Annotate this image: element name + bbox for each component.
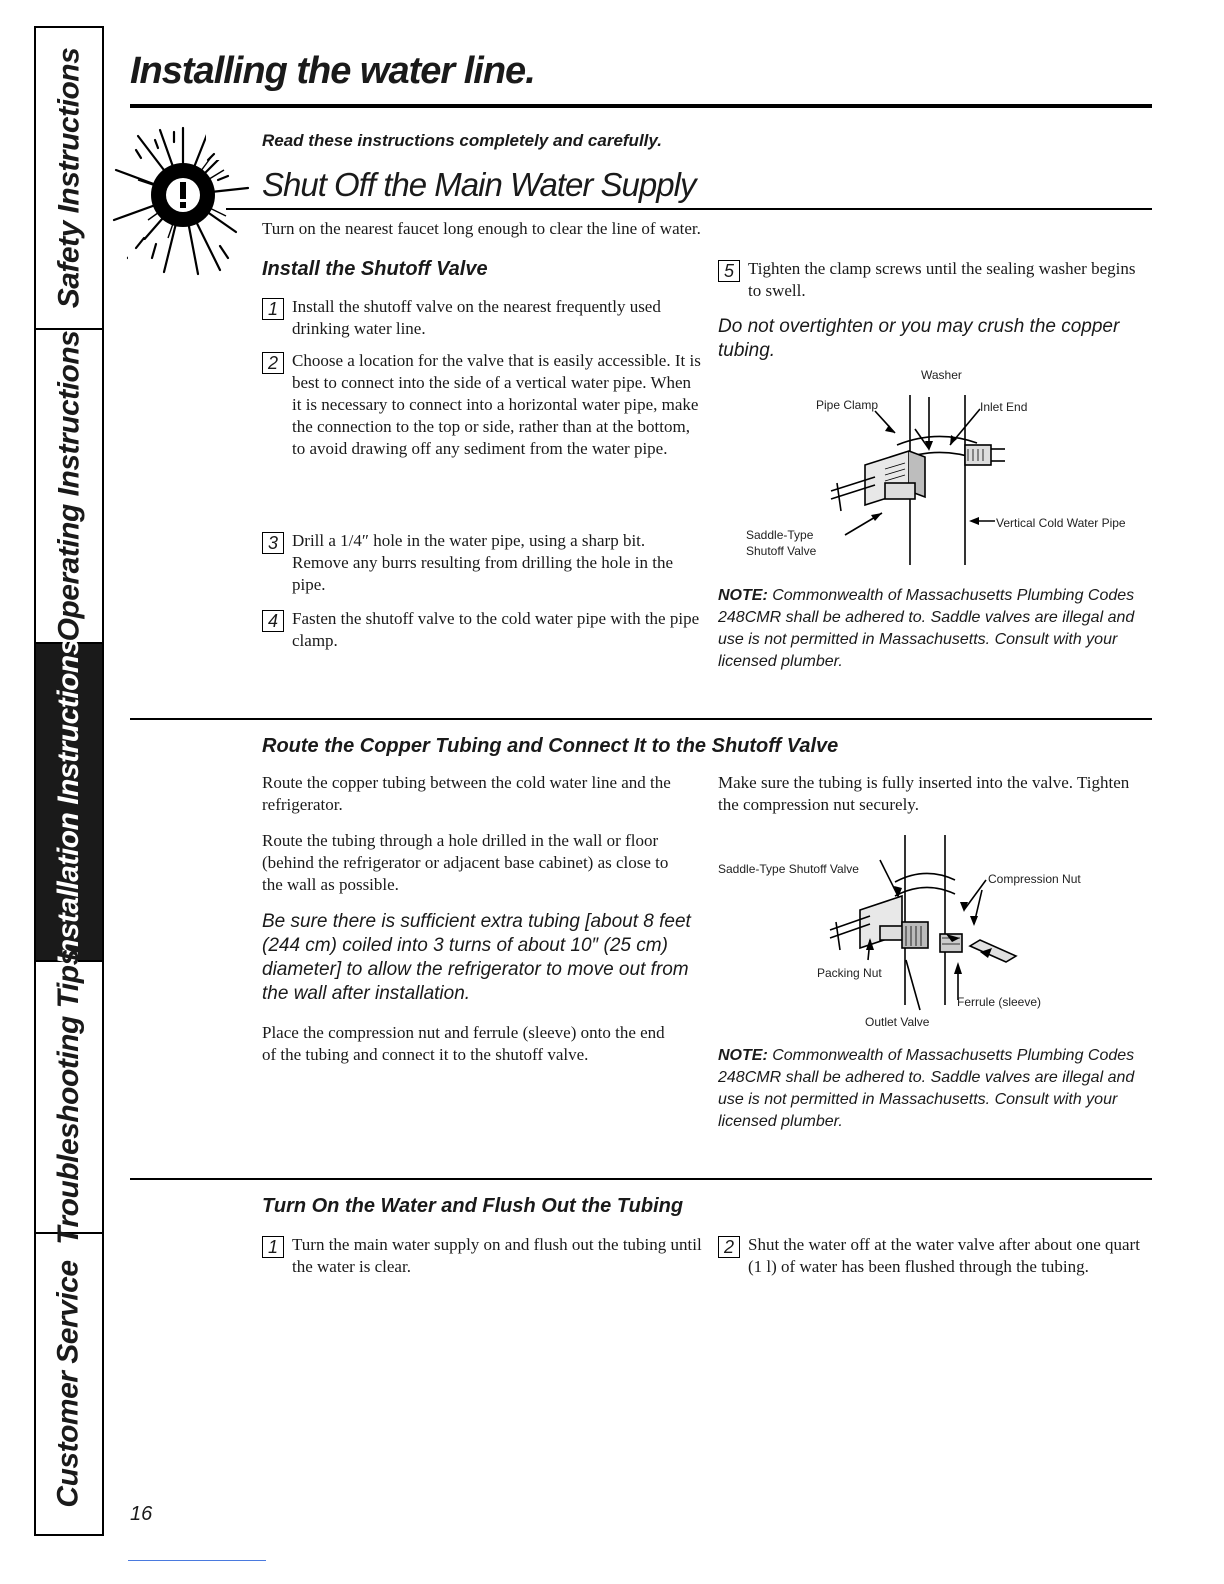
- step-number: 1: [262, 298, 284, 320]
- label-packing-nut: Packing Nut: [817, 966, 882, 980]
- step-text: Shut the water off at the water valve after about one quart (1 l) of water has been flushed through the tubing.: [748, 1235, 1140, 1276]
- step-text: Turn the main water supply on and flush out the tubing until the water is clear.: [292, 1235, 702, 1276]
- tab-installation-instructions[interactable]: [36, 639, 102, 965]
- title-rule: [130, 104, 1152, 108]
- step-text: Choose a location for the valve that is easily accessible. It is best to connect into the side of a vertical water pipe. When it is necessary to connect into a horizontal water pipe, make the connection to the top or side, rather than at the bottom, to avoid drawing off any sediment from the water pipe.: [292, 351, 701, 458]
- label-saddle-type: Saddle-Type: [746, 528, 814, 542]
- step-text: Drill a 1/4″ hole in the water pipe, using a sharp bit. Remove any burrs resulting from drilling the hole in the pipe.: [292, 531, 674, 594]
- page-number: 16: [130, 1503, 153, 1525]
- tab-troubleshooting-tips[interactable]: [36, 949, 102, 1245]
- install-step-3: [262, 530, 702, 596]
- route-paragraph-3: Place the compression nut and ferrule (sleeve) onto the end of the tubing and connect it to the shutoff valve.: [262, 1023, 665, 1064]
- step-number: 2: [718, 1236, 740, 1258]
- shutoff-text: Turn on the nearest faucet long enough to clear the line of water.: [262, 219, 701, 238]
- note-text: Commonwealth of Massachusetts Plumbing Codes 248CMR shall be adhered to. Saddle valves are illegal and use is not permitted in Massachusetts. Consult with your licensed plumber.: [718, 1047, 1135, 1130]
- label-vertical-cold-water-pipe: Vertical Cold Water Pipe: [996, 516, 1126, 530]
- step-number: 1: [262, 1236, 284, 1258]
- route-paragraph-1: Route the copper tubing between the cold water line and the refrigerator.: [262, 773, 671, 814]
- massachusetts-note-1: [718, 585, 1158, 673]
- read-instructions-note: Read these instructions completely and carefully.: [262, 131, 662, 150]
- tab-label: Installation Instructions: [52, 639, 85, 965]
- step-text: Install the shutoff valve on the nearest frequently used drinking water line.: [292, 297, 661, 338]
- shutoff-heading: Shut Off the Main Water Supply: [262, 166, 696, 203]
- flush-heading: Turn On the Water and Flush Out the Tubing: [262, 1195, 684, 1217]
- label-shutoff-valve: Shutoff Valve: [746, 544, 817, 558]
- install-step-2: [262, 350, 702, 460]
- label-saddle-type-shutoff-valve: Saddle-Type Shutoff Valve: [718, 862, 859, 876]
- tab-label: Safety Instructions: [52, 47, 85, 309]
- tab-label: Operating Instructions: [52, 330, 86, 642]
- label-ferrule: Ferrule (sleeve): [957, 995, 1042, 1009]
- extra-tubing-warning: Be sure there is sufficient extra tubing [about 8 feet (244 cm) coiled into 3 turns of about 10″ (25 cm) diameter] to allow the refrigerator to move out from the wall after installation.: [262, 911, 691, 1004]
- note-label: NOTE:: [718, 1047, 768, 1064]
- label-pipe-clamp: Pipe Clamp: [816, 398, 879, 412]
- install-step-1: [262, 296, 702, 340]
- step-text: Fasten the shutoff valve to the cold water pipe with the pipe clamp.: [292, 609, 700, 650]
- route-paragraph-2: Route the tubing through a hole drilled in the wall or floor (behind the refrigerator or adjacent base cabinet) as close to the wall as possible.: [262, 831, 669, 894]
- shutoff-rule: [226, 208, 1152, 210]
- step-number: 5: [718, 260, 740, 282]
- step-number: 4: [262, 610, 284, 632]
- route-paragraph-4: Make sure the tubing is fully inserted into the valve. Tighten the compression nut securely.: [718, 773, 1130, 814]
- label-compression-nut: Compression Nut: [988, 872, 1081, 886]
- note-text: Commonwealth of Massachusetts Plumbing Codes 248CMR shall be adhered to. Saddle valves are illegal and use is not permitted in Massachusetts. Consult with your licensed plumber.: [718, 587, 1135, 670]
- overtighten-warning: Do not overtighten or you may crush the copper tubing.: [718, 316, 1120, 361]
- tab-label: Customer Service: [52, 1260, 85, 1508]
- tab-safety-instructions[interactable]: [36, 28, 102, 330]
- flush-step-2: [718, 1234, 1148, 1278]
- section-rule-route: [130, 718, 1152, 720]
- warning-burst-icon: [108, 120, 258, 280]
- massachusetts-note-2: [718, 1045, 1158, 1133]
- tab-operating-instructions[interactable]: [36, 330, 102, 644]
- footer-line: [128, 1560, 266, 1561]
- note-label: NOTE:: [718, 587, 768, 604]
- step-number: 2: [262, 352, 284, 374]
- step-text: Tighten the clamp screws until the sealing washer begins to swell.: [748, 259, 1136, 300]
- label-inlet-end: Inlet End: [980, 400, 1028, 414]
- install-step-5: [718, 258, 1148, 302]
- route-heading: Route the Copper Tubing and Connect It to the Shutoff Valve: [262, 735, 839, 757]
- page-title: Installing the water line.: [130, 50, 535, 92]
- section-rule-flush: [130, 1178, 1152, 1180]
- step-number: 3: [262, 532, 284, 554]
- section-sidebar: [34, 26, 104, 1536]
- install-step-4: [262, 608, 702, 652]
- label-outlet-valve: Outlet Valve: [865, 1015, 930, 1029]
- flush-step-1: [262, 1234, 702, 1278]
- install-valve-heading: Install the Shutoff Valve: [262, 258, 488, 280]
- tab-label: Troubleshooting Tips: [52, 949, 85, 1245]
- tab-customer-service[interactable]: [36, 1234, 102, 1534]
- label-washer: Washer: [921, 368, 962, 382]
